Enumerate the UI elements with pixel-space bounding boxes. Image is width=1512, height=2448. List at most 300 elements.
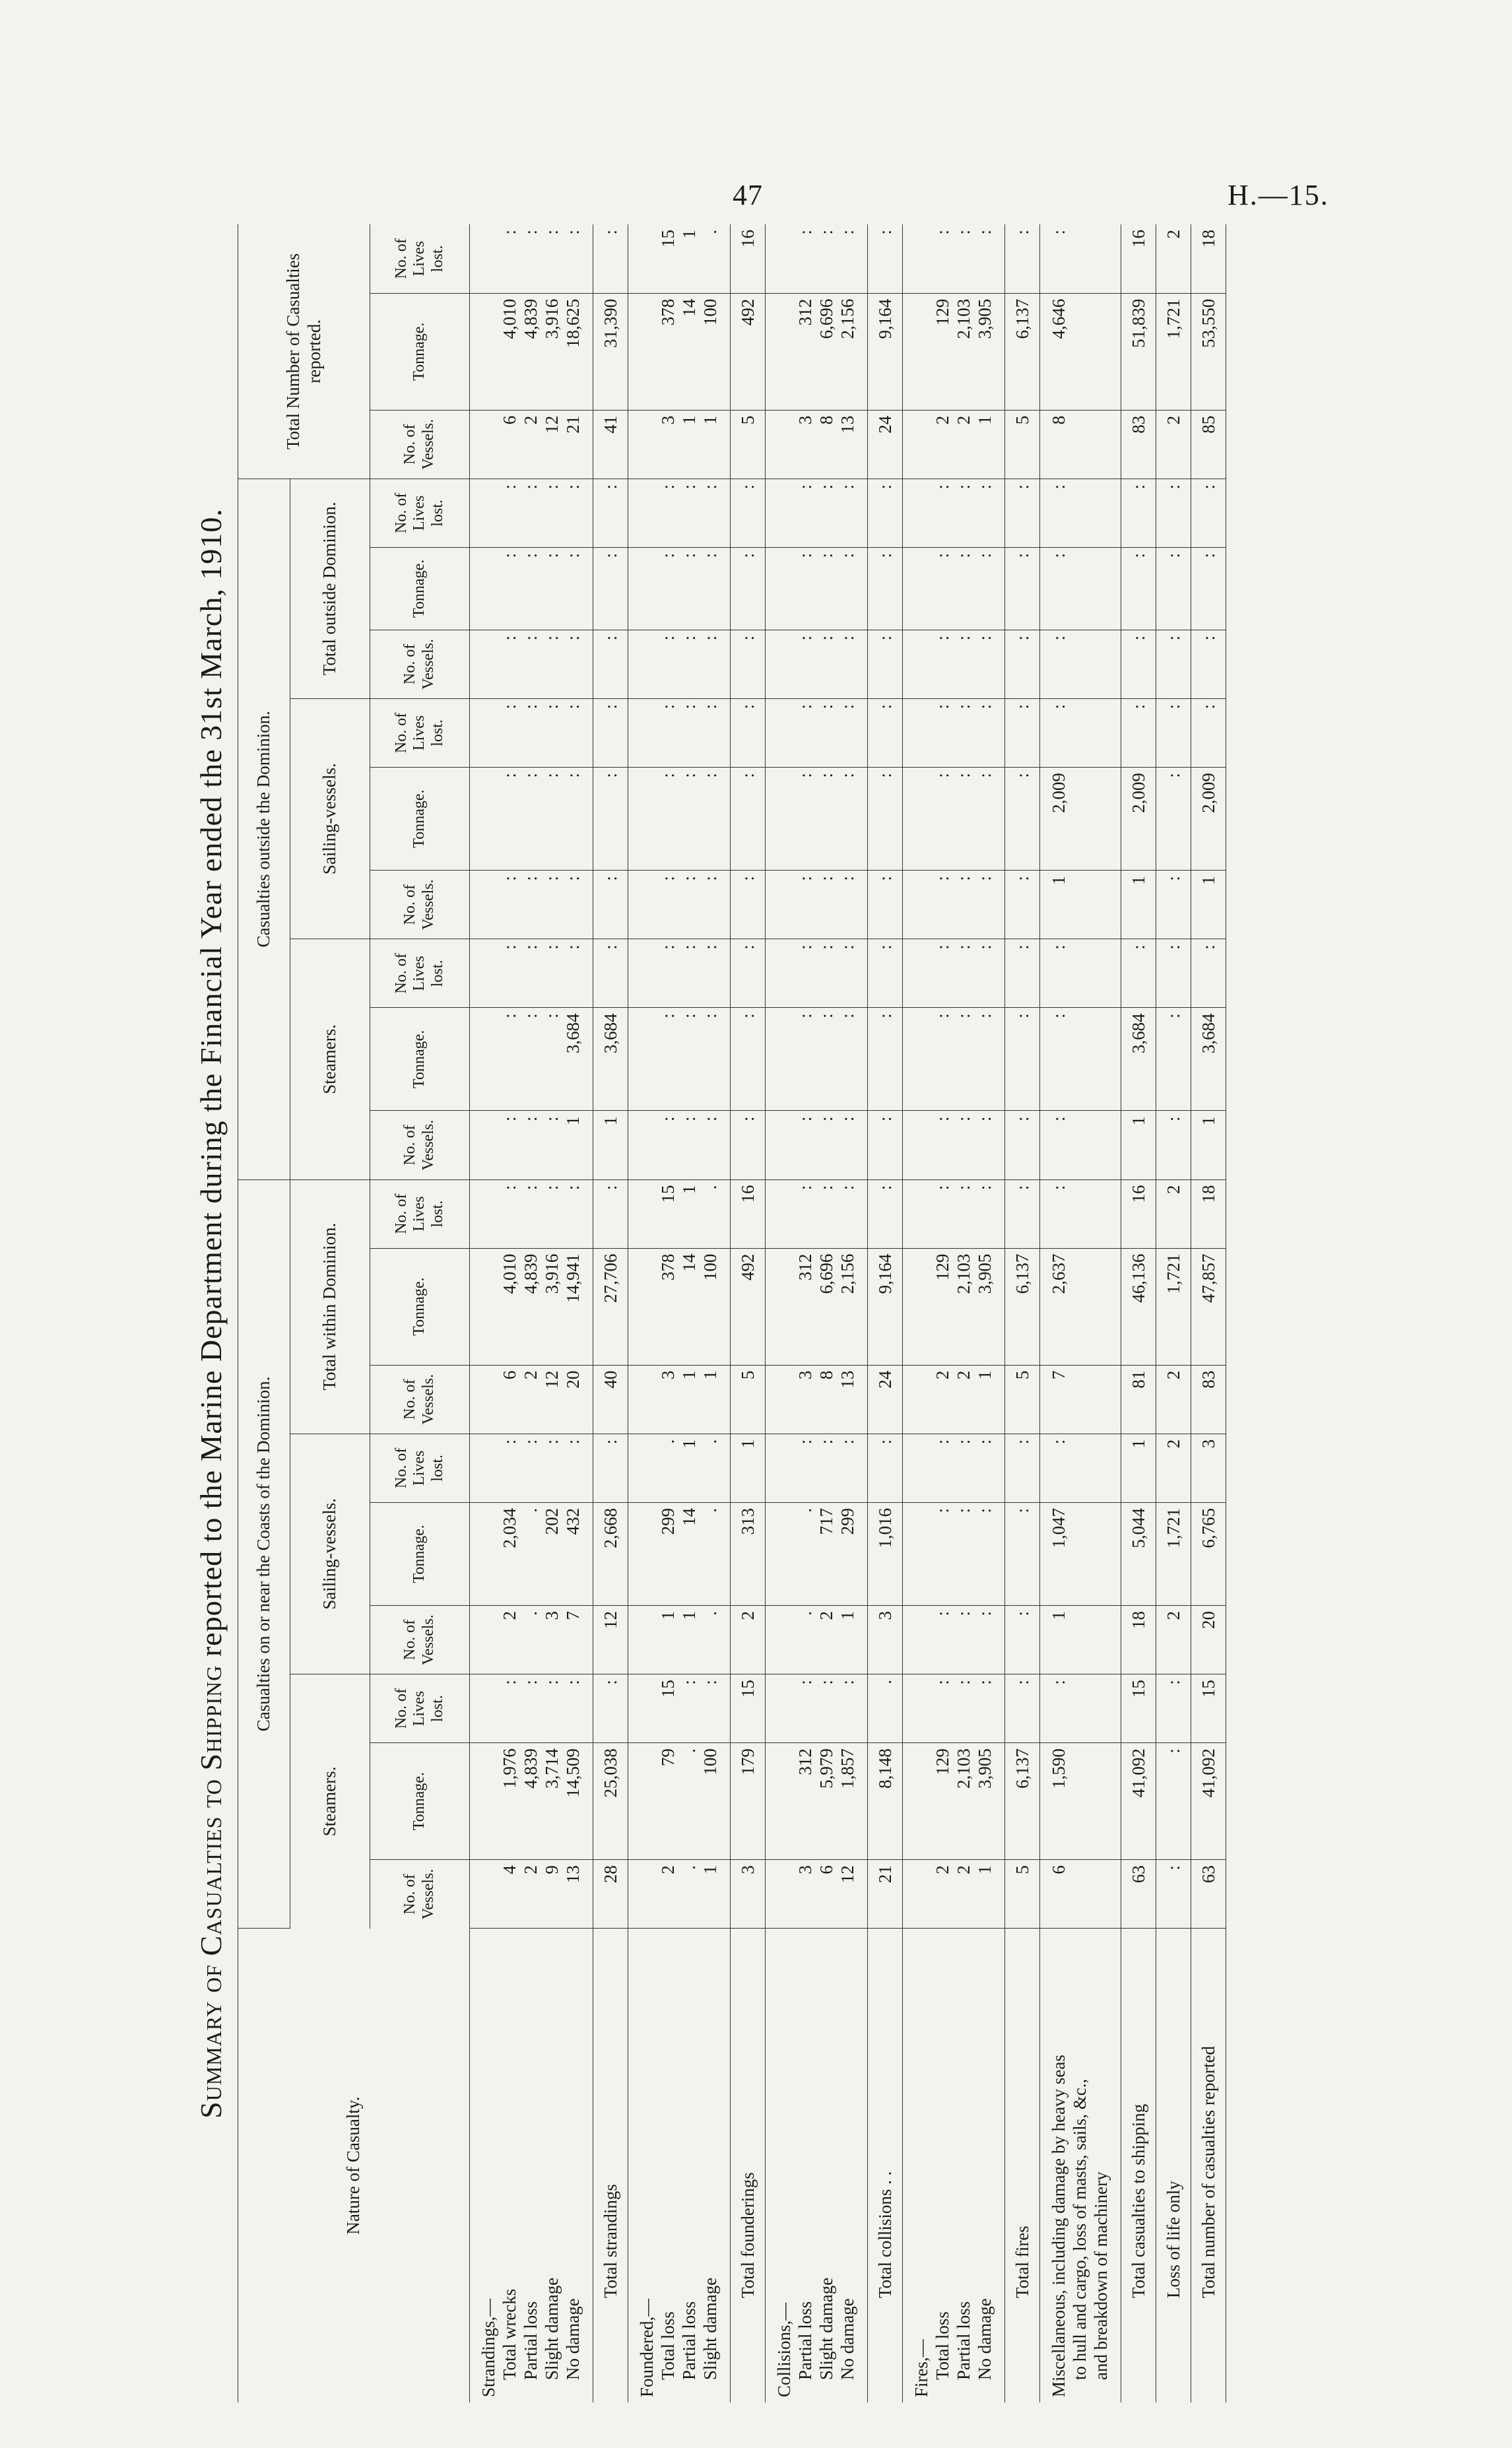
value-cell [628, 410, 731, 479]
cell-value: : [1164, 876, 1183, 881]
value-cell [470, 698, 593, 767]
subheader-lives: No. of Lives lost. [370, 698, 470, 767]
value-cell [903, 224, 1005, 293]
cell-value: 3,905 [975, 298, 995, 339]
cell-value [911, 1013, 932, 1105]
cell-value: 79 [658, 1748, 678, 1767]
cell-value: : [1199, 635, 1218, 641]
cell-value: 2,156 [838, 1253, 857, 1294]
value-cell [1121, 1248, 1156, 1365]
cell-value: 2,103 [954, 298, 973, 339]
value-cell [1191, 698, 1226, 767]
cell-value: : [563, 552, 583, 558]
cell-value [478, 1748, 499, 1854]
label-line: No damage [563, 2298, 583, 2380]
cell-value: : [679, 552, 699, 558]
value-cell [628, 1434, 731, 1502]
cell-value: : [1199, 484, 1218, 490]
cell-value: : [521, 635, 541, 641]
cell-value [773, 484, 795, 542]
cell-value: : [954, 1439, 973, 1445]
value-cell [1121, 224, 1156, 293]
cell-value [478, 1185, 499, 1243]
cell-value: : [601, 1439, 620, 1445]
label-line: Strandings,— [478, 2298, 498, 2397]
value-cell [1191, 939, 1226, 1008]
value-cell [766, 1008, 868, 1111]
cell-value: : [933, 1610, 952, 1616]
value-cell [593, 1434, 628, 1502]
cell-value: : [875, 1185, 895, 1191]
cell-value [636, 1371, 657, 1428]
cell-value: : [658, 876, 678, 881]
value-cell [868, 1605, 903, 1674]
cell-value [478, 416, 499, 473]
cell-value: : [795, 484, 815, 490]
row-label [1005, 1929, 1040, 2402]
value-cell [1121, 1365, 1156, 1434]
cell-value: . [875, 1680, 895, 1684]
cell-value [911, 636, 932, 693]
label-line: Total number of casualties reported [1199, 2046, 1218, 2298]
subheader-lives: No. of Lives lost. [370, 479, 470, 547]
total-row [1005, 224, 1040, 2402]
value-cell [1121, 1674, 1156, 1743]
cell-value: 14 [679, 1507, 699, 1526]
value-cell [593, 547, 628, 630]
cell-value: : [500, 944, 519, 950]
cell-value: : [521, 1116, 541, 1121]
cell-value: : [563, 484, 583, 490]
value-cell [1156, 1111, 1191, 1179]
row-label [1040, 1929, 1121, 2402]
header-outside-group: Casualties outside the Dominion. [238, 479, 290, 1179]
cell-value: : [1049, 1185, 1068, 1191]
cell-value: : [933, 635, 952, 641]
cell-value: : [738, 704, 758, 710]
value-cell [1040, 1674, 1121, 1743]
cell-value [478, 484, 499, 542]
cell-value: 2 [500, 1610, 519, 1620]
subheader-tonnage: Tonnage. [370, 1008, 470, 1111]
cell-value: 4,646 [1049, 298, 1068, 339]
cell-value: 7 [563, 1610, 583, 1620]
value-cell [628, 1365, 731, 1434]
cell-value: 16 [1129, 230, 1148, 248]
cell-value: : [500, 704, 519, 710]
value-cell [1040, 1434, 1121, 1502]
cell-value [636, 484, 657, 542]
cell-value: : [500, 484, 519, 490]
cell-value: 1 [700, 1865, 720, 1874]
value-cell [731, 547, 766, 630]
value-cell [1005, 1365, 1040, 1434]
cell-value: 46,136 [1129, 1253, 1148, 1303]
cell-value: : [975, 484, 995, 490]
value-cell [1156, 1008, 1191, 1111]
value-cell [593, 698, 628, 767]
value-cell [1121, 1111, 1156, 1179]
value-cell [628, 1674, 731, 1743]
cell-value [911, 773, 932, 865]
cell-value: 83 [1199, 1370, 1218, 1389]
cell-value: 6,765 [1199, 1507, 1218, 1548]
cell-value: 6,696 [816, 298, 836, 339]
cell-value: : [954, 1610, 973, 1616]
cell-value [478, 1371, 499, 1428]
cell-value: . [795, 1507, 815, 1513]
cell-value: : [1199, 944, 1218, 950]
cell-value: : [795, 1185, 815, 1191]
cell-value [911, 1611, 932, 1669]
cell-value: : [1164, 552, 1183, 558]
cell-value: 3 [795, 1370, 815, 1380]
cell-value: 83 [1129, 415, 1148, 434]
cell-value [636, 636, 657, 693]
cell-value [636, 1439, 657, 1497]
cell-value [636, 553, 657, 624]
cell-value: 28 [601, 1865, 620, 1884]
value-cell [1040, 224, 1121, 293]
cell-value: : [700, 876, 720, 881]
cell-value: : [933, 704, 952, 710]
cell-value: 2,009 [1129, 772, 1148, 813]
label-line: Foundered,— [637, 2298, 657, 2397]
value-cell [628, 1860, 731, 1929]
label-line: Miscellaneous, including damage by heavy seas [1049, 2055, 1068, 2397]
cell-value: 492 [738, 1253, 758, 1281]
cell-value [911, 1865, 932, 1923]
value-cell [766, 547, 868, 630]
cell-value: : [954, 1680, 973, 1685]
cell-value [911, 704, 932, 762]
value-cell [1121, 410, 1156, 479]
value-cell [903, 1008, 1005, 1111]
cell-value: 2 [521, 1865, 541, 1874]
value-cell [1191, 1179, 1226, 1248]
cell-value: : [542, 1013, 562, 1018]
cell-value: 15 [738, 1680, 758, 1698]
header-total-number: Total Number of Casualties reported. [238, 224, 370, 479]
value-cell [868, 698, 903, 767]
cell-value: : [954, 230, 973, 235]
table-row [1040, 224, 1121, 2402]
cell-value: : [1049, 944, 1068, 950]
cell-value: : [975, 944, 995, 950]
cell-value: 1 [1129, 1439, 1148, 1449]
cell-value: : [542, 230, 562, 235]
value-cell [1121, 871, 1156, 939]
cell-value: : [816, 552, 836, 558]
value-cell [470, 1434, 593, 1502]
cell-value: : [601, 704, 620, 710]
total-row [868, 224, 903, 2402]
cell-value: 6 [500, 1370, 519, 1380]
cell-value: : [933, 876, 952, 881]
cell-value: 14 [679, 298, 699, 317]
value-cell [766, 1502, 868, 1605]
cell-value: : [700, 704, 720, 710]
cell-value: 5 [738, 1370, 758, 1380]
value-cell [1156, 547, 1191, 630]
value-cell [1156, 410, 1191, 479]
value-cell [470, 1365, 593, 1434]
value-cell [868, 1860, 903, 1929]
value-cell [1156, 1502, 1191, 1605]
cell-value: : [1012, 876, 1032, 881]
cell-value [478, 944, 499, 1002]
value-cell [1191, 630, 1226, 698]
cell-value [911, 1371, 932, 1428]
cell-value: 2 [1164, 415, 1183, 425]
cell-value: : [542, 876, 562, 881]
value-cell [903, 1860, 1005, 1929]
cell-value: : [700, 1013, 720, 1018]
cell-value [636, 1254, 657, 1360]
cell-value: : [658, 772, 678, 778]
cell-value: : [1012, 1610, 1032, 1616]
cell-value: 313 [738, 1507, 758, 1535]
value-cell [593, 1860, 628, 1929]
cell-value [773, 773, 795, 865]
value-cell [903, 1179, 1005, 1248]
cell-value: : [700, 1680, 720, 1685]
header-coast-sailing: Sailing-vessels. [290, 1434, 370, 1674]
cell-value: : [954, 1185, 973, 1191]
cell-value: : [1049, 635, 1068, 641]
cell-value: 717 [816, 1507, 836, 1535]
value-cell [470, 410, 593, 479]
cell-value: : [542, 635, 562, 641]
value-cell [1191, 1111, 1226, 1179]
cell-value [773, 876, 795, 933]
cell-value: : [954, 552, 973, 558]
rotated-table-block [185, 224, 1320, 2402]
cell-value: 129 [933, 298, 952, 326]
cell-value: 25,038 [601, 1748, 620, 1798]
value-cell [1040, 767, 1121, 870]
cell-value: 1 [1129, 876, 1148, 885]
value-cell [903, 1111, 1005, 1179]
cell-value: : [601, 1680, 620, 1685]
value-cell [470, 1605, 593, 1674]
value-cell [1040, 939, 1121, 1008]
cell-value: : [875, 1439, 895, 1445]
cell-value [773, 553, 795, 624]
cell-value: 18 [1199, 1185, 1218, 1203]
cell-value: : [563, 635, 583, 641]
cell-value: : [700, 552, 720, 558]
cell-value: 4,010 [500, 1253, 519, 1294]
cell-value: : [816, 876, 836, 881]
value-cell [731, 871, 766, 939]
value-cell [766, 224, 868, 293]
label-line: Total collisions . . [875, 2171, 895, 2298]
subheader-tonnage: Tonnage. [370, 767, 470, 870]
cell-value: 12 [601, 1610, 620, 1629]
value-cell [868, 479, 903, 547]
value-cell [903, 479, 1005, 547]
cell-value: : [838, 1116, 857, 1121]
subheader-vessels: No. of Vessels. [370, 871, 470, 939]
cell-value: : [738, 944, 758, 950]
cell-value [773, 230, 795, 288]
header-total-outside: Total outside Dominion. [290, 479, 370, 698]
cell-value: : [875, 944, 895, 950]
value-cell [1040, 479, 1121, 547]
value-cell [766, 1605, 868, 1674]
value-cell [470, 1502, 593, 1605]
cell-value: : [933, 1185, 952, 1191]
cell-value: 1 [563, 1116, 583, 1125]
cell-value [911, 876, 932, 933]
value-cell [628, 698, 731, 767]
cell-value: : [933, 772, 952, 778]
cell-value [636, 944, 657, 1002]
cell-value: 2,034 [500, 1507, 519, 1548]
cell-value: . [658, 1439, 678, 1444]
cell-value: : [658, 552, 678, 558]
cell-value: : [1012, 944, 1032, 950]
cell-value: 6,137 [1012, 1253, 1032, 1294]
cell-value [773, 299, 795, 405]
value-cell [1121, 1179, 1156, 1248]
cell-value: : [601, 635, 620, 641]
title-prefix: Summary of Casualties to Shipping [194, 1665, 228, 2119]
value-cell [731, 1860, 766, 1929]
cell-value: 8 [816, 1370, 836, 1380]
cell-value: : [1012, 1680, 1032, 1685]
value-cell [628, 630, 731, 698]
value-cell [903, 547, 1005, 630]
cell-value: . [700, 1439, 720, 1444]
value-cell [1191, 410, 1226, 479]
cell-value: 63 [1129, 1865, 1148, 1884]
cell-value [636, 1748, 657, 1854]
cell-value: : [521, 944, 541, 950]
value-cell [903, 939, 1005, 1008]
cell-value: : [816, 772, 836, 778]
cell-value [478, 230, 499, 288]
cell-value: : [542, 772, 562, 778]
cell-value: : [933, 484, 952, 490]
cell-value: : [838, 552, 857, 558]
cell-value: : [954, 1013, 973, 1018]
cell-value: 2 [738, 1610, 758, 1620]
subheader-tonnage: Tonnage. [370, 1502, 470, 1605]
value-cell [593, 630, 628, 698]
value-cell [470, 1743, 593, 1860]
cell-value: : [679, 1013, 699, 1018]
table-row [766, 224, 868, 2402]
cell-value: 1 [1129, 1116, 1148, 1125]
value-cell [1191, 1008, 1226, 1111]
cell-value: 13 [838, 415, 857, 434]
total-row [1121, 224, 1156, 2402]
value-cell [1156, 1434, 1191, 1502]
subheader-vessels: No. of Vessels. [370, 630, 470, 698]
cell-value: 4 [500, 1865, 519, 1874]
cell-value: 12 [838, 1865, 857, 1884]
cell-value: : [933, 552, 952, 558]
value-cell [731, 1674, 766, 1743]
cell-value: : [1164, 1013, 1183, 1018]
cell-value: 8,148 [875, 1748, 895, 1789]
cell-value: : [975, 1013, 995, 1018]
cell-value: : [563, 704, 583, 710]
cell-value: : [521, 1680, 541, 1685]
cell-value: 1 [658, 1610, 678, 1620]
cell-value [911, 299, 932, 405]
cell-value: : [875, 484, 895, 490]
value-cell [1156, 1674, 1191, 1743]
cell-value: : [601, 230, 620, 235]
value-cell [1005, 1111, 1040, 1179]
cell-value: : [1012, 230, 1032, 235]
cell-value: 2,009 [1199, 772, 1218, 813]
header-outside-steamers: Steamers. [290, 939, 370, 1179]
value-cell [1040, 1179, 1121, 1248]
value-cell [593, 410, 628, 479]
row-label [766, 1929, 868, 2402]
cell-value [636, 299, 657, 405]
value-cell [628, 224, 731, 293]
cell-value: : [975, 1116, 995, 1121]
cell-value: : [795, 1439, 815, 1445]
value-cell [1156, 871, 1191, 939]
cell-value: 1 [738, 1439, 758, 1449]
value-cell [1121, 1502, 1156, 1605]
cell-value: 15 [658, 1680, 678, 1698]
cell-value: : [658, 484, 678, 490]
cell-value: 12 [542, 415, 562, 434]
cell-value: : [795, 772, 815, 778]
cell-value [478, 1254, 499, 1360]
cell-value: : [738, 772, 758, 778]
cell-value: : [816, 1013, 836, 1018]
cell-value: : [816, 230, 836, 235]
cell-value: 432 [563, 1507, 583, 1535]
cell-value: 53,550 [1199, 298, 1218, 348]
cell-value [773, 1185, 795, 1243]
cell-value: 14,509 [563, 1748, 583, 1798]
cell-value: 2 [954, 415, 973, 425]
value-cell [766, 1179, 868, 1248]
cell-value: 1,047 [1049, 1507, 1068, 1548]
cell-value: : [1164, 944, 1183, 950]
value-cell [731, 767, 766, 870]
value-cell [903, 1743, 1005, 1860]
value-cell [766, 1365, 868, 1434]
cell-value: : [838, 876, 857, 881]
cell-value: : [700, 484, 720, 490]
cell-value: : [1012, 1439, 1032, 1445]
cell-value: : [500, 1680, 519, 1685]
cell-value: . [700, 1507, 720, 1513]
value-cell [731, 1605, 766, 1674]
cell-value: 15 [658, 1185, 678, 1203]
cell-value: 1 [679, 415, 699, 425]
cell-value: : [795, 944, 815, 950]
cell-value: : [838, 1680, 857, 1685]
cell-value: : [875, 230, 895, 235]
table-row [628, 224, 731, 2402]
cell-value: : [500, 876, 519, 881]
value-cell [470, 479, 593, 547]
value-cell [593, 1179, 628, 1248]
value-cell [1005, 939, 1040, 1008]
value-cell [470, 547, 593, 630]
